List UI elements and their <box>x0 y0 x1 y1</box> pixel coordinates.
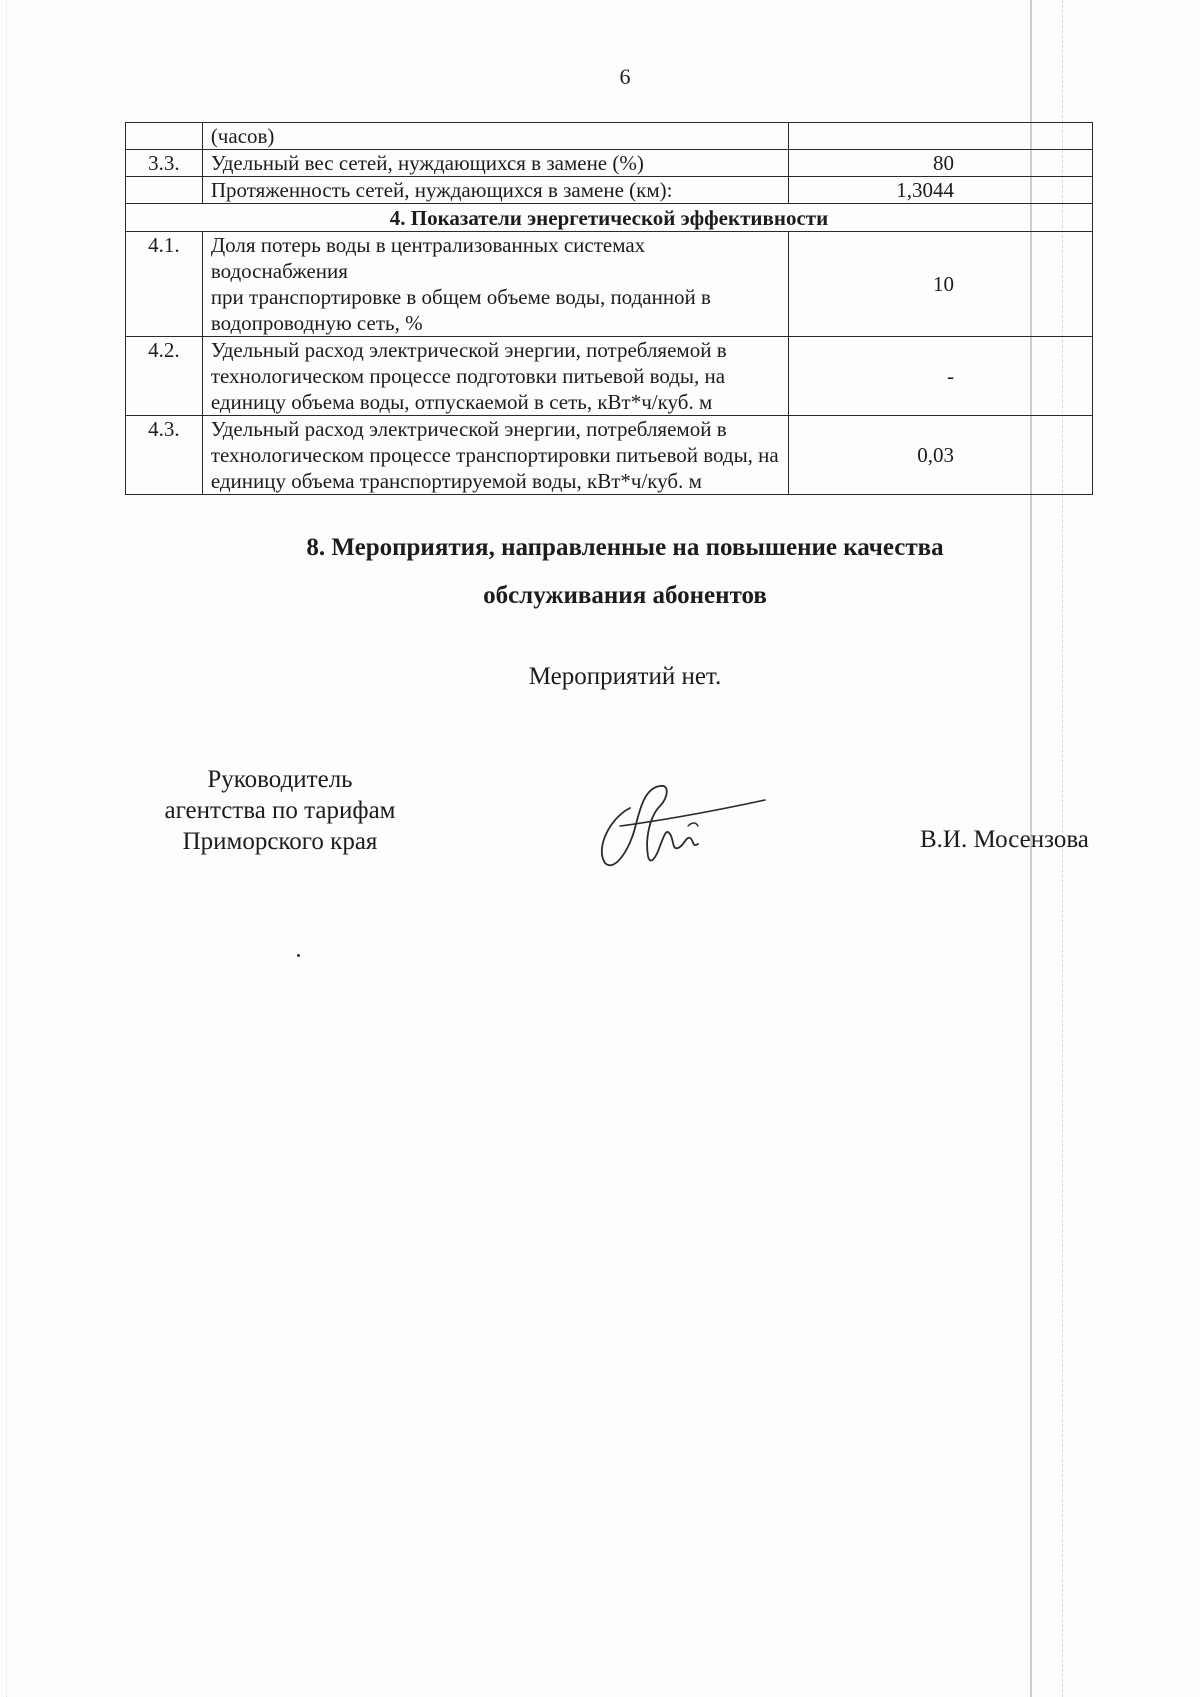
row-description <box>202 416 788 495</box>
row-description: Удельный вес сетей, нуждающихся в замене (%) <box>202 150 788 177</box>
description-line: единицу объема транспортируемой воды, кВт*ч/куб. м <box>210 469 702 493</box>
section-heading: 4. Показатели энергетической эффективности <box>126 204 1093 232</box>
row-number: 4.3. <box>126 416 203 495</box>
row-value: 80 <box>788 150 1092 177</box>
row-description: (часов) <box>202 123 788 150</box>
section-8-heading-line1: 8. Мероприятия, направленные на повышение качества <box>306 534 944 561</box>
table-row <box>126 177 1093 204</box>
row-number: 3.3. <box>126 150 203 177</box>
row-description <box>202 337 788 416</box>
row-number: 4.2. <box>126 337 203 416</box>
row-number <box>126 177 203 204</box>
page-number: 6 <box>619 64 631 89</box>
signer-title-line: агентства по тарифам <box>164 797 396 824</box>
signer-title <box>120 764 440 857</box>
scan-artifact-left <box>6 0 8 1697</box>
row-description: Протяженность сетей, нуждающихся в замене (км): <box>202 177 788 204</box>
description-line: Удельный расход электрической энергии, потребляемой в <box>210 417 727 441</box>
section-8-heading-line2: обслуживания абонентов <box>483 582 767 609</box>
signer-name: В.И. Мосензова <box>920 826 1089 853</box>
description-line: Удельный расход электрической энергии, потребляемой в <box>210 338 727 362</box>
row-value <box>788 123 1092 150</box>
table-section-row <box>126 204 1093 232</box>
row-value: - <box>788 337 1092 416</box>
table-row <box>126 337 1093 416</box>
row-description <box>202 232 788 337</box>
signer-title-line: Руководитель <box>207 766 353 793</box>
row-value: 1,3044 <box>788 177 1092 204</box>
description-line: Доля потерь воды в централизованных системах водоснабжения <box>210 233 646 283</box>
table-row <box>126 232 1093 337</box>
section-8-body: Мероприятий нет. <box>528 663 722 690</box>
description-line: технологическом процессе транспортировки питьевой воды, на <box>210 443 779 467</box>
description-line: водопроводную сеть, % <box>210 311 423 335</box>
indicators-table <box>125 122 1093 495</box>
handwritten-signature <box>590 778 770 874</box>
row-value: 0,03 <box>788 416 1092 495</box>
scan-speck <box>297 954 300 957</box>
signer-title-line: Приморского края <box>182 828 378 855</box>
table-row <box>126 416 1093 495</box>
row-value: 10 <box>788 232 1092 337</box>
row-number <box>126 123 203 150</box>
table-row <box>126 150 1093 177</box>
description-line: единицу объема воды, отпускаемой в сеть, кВт*ч/куб. м <box>210 390 713 414</box>
table-row <box>126 123 1093 150</box>
description-line: технологическом процессе подготовки питьевой воды, на <box>210 364 726 388</box>
description-line: при транспортировке в общем объеме воды, поданной в <box>210 285 711 309</box>
row-number: 4.1. <box>126 232 203 337</box>
